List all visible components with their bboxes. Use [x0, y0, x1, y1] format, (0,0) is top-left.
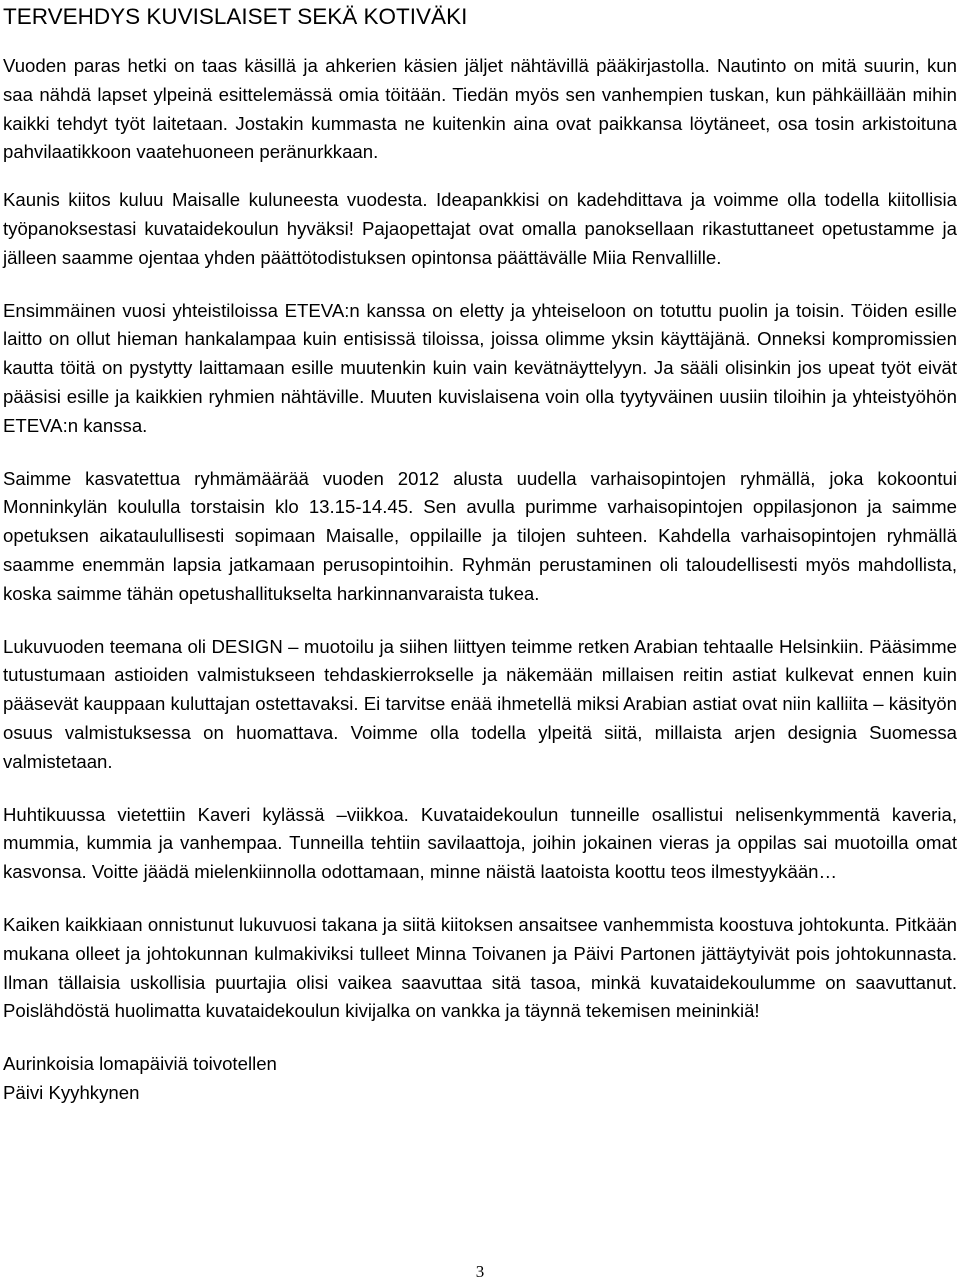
paragraph-eteva: Ensimmäinen vuosi yhteistiloissa ETEVA:n kanssa on eletty ja yhteiseloon on totuttu puolin ja toisin. Töiden esille laitto on ollut hieman hankalampaa kuin entisissä tiloissa, joissa olimme yksin käyttäjänä. Onneksi kompromissien kautta töitä on pystytty laittamaan esille muutenkin kuin vain kevätnäyttelyyn. Ja sääli olisinkin jos upeat työt eivät pääsisi esille ja kaikkien ryhmien nähtäville. Muuten kuvislaisena voin olla tyytyväinen uusiin tiloihin ja yhteistyöhön ETEVA:n kanssa.: [3, 299, 957, 436]
signature-name: Päivi Kyyhkynen: [3, 1081, 140, 1103]
paragraph-friend-week: Huhtikuussa vietettiin Kaveri kylässä –viikkoa. Kuvataidekoulun tunneille osallistui nelisenkymmentä kaveria, mummia, kummia ja vanhempaa. Tunneilla tehtiin savilaattoja, joihin jokainen vieras ja oppilas sai muotoilla omat kasvonsa. Voitte jäädä mielenkiinnolla odottamaan, minne näistä laatoista koottu teos ilmestyykään…: [3, 803, 957, 883]
paragraph-design-theme: Lukuvuoden teemana oli DESIGN – muotoilu ja siihen liittyen teimme retken Arabian tehtaalle Helsinkiin. Pääsimme tutustumaan astioiden valmistukseen tehdaskierrokselle ja näkemään millaisen reitin astiat kulkevat ennen kuin pääsevät kauppaan kuluttajan ostettavaksi. Ei tarvitse enää ihmetellä miksi Arabian astiat ovat niin kalliita – käsityön osuus valmistuksessa on huomattava. Voimme olla todella ylpeitä siitä, millaista arjen designia Suomessa valmistetaan.: [3, 635, 957, 772]
signature-block: [3, 1050, 957, 1108]
paragraph-thanks-maisa: Kaunis kiitos kuluu Maisalle kuluneesta vuodesta. Ideapankkisi on kadehdittava ja voimme olla todella kiitollisia työpanoksestasi kuvataidekoulun hyväksi! Pajaopettajat ovat omalla panoksellaan rikastuttaneet opetustamme ja jälleen saamme ojentaa yhden päättötodistuksen opintonsa päättävälle Miia Renvallille.: [3, 189, 957, 268]
paragraph-intro: Vuoden paras hetki on taas käsillä ja ahkerien käsien jäljet nähtävillä pääkirjastolla. Nautinto on mitä suurin, kun saa nähdä lapset ylpeinä esittelemässä omia töitään. Tiedän myös sen vanhempien tuskan, kun pähkäillään mihin kaikki tehdyt työt laitetaan. Jostakin kummasta ne kuitenkin aina ovat paikkansa löytäneet, osa tosin arkistoituna pahvilaatikkoon vaatehuoneen peränurkkaan.: [3, 55, 957, 163]
document-title: TERVEHDYS KUVISLAISET SEKÄ KOTIVÄKI: [3, 4, 468, 29]
page-number: 3: [475, 1262, 485, 1281]
paragraph-board-thanks: Kaiken kaikkiaan onnistunut lukuvuosi takana ja siitä kiitoksen ansaitsee vanhemmista koostuva johtokunta. Pitkään mukana olleet ja johtokunnan kulmakiviksi tulleet Minna Toivanen ja Päivi Partonen jättäytyivät pois johtokunnasta. Ilman tällaisia uskollisia puurtajia olisi vaikea saavuttaa sitä tasoa, minkä kuvataidekoulumme on saavuttanut. Poislähdöstä huolimatta kuvataidekoulun kivijalka on vankka ja täynnä tekemisen meininkiä!: [3, 913, 957, 1022]
closing-greeting: Aurinkoisia lomapäiviä toivotellen: [3, 1053, 277, 1075]
paragraph-new-group: Saimme kasvatettua ryhmämäärää vuoden 2012 alusta uudella varhaisopintojen ryhmällä, joka kokoontui Monninkylän koululla torstaisin klo 13.15-14.45. Sen avulla purimme varhaisopintojen oppilasjonon ja saimme opetuksen aikataulullisesti sopimaan Maisalle, oppilaille ja tilojen suhteen. Kahdella varhaisopintojen ryhmällä saamme enemmän lapsia jatkamaan perusopintoihin. Ryhmän perustaminen oli taloudellisesti myös mahdollista, koska saimme tähän opetushallitukselta harkinnanvaraista tukea.: [3, 467, 957, 604]
document-page: [3, 0, 957, 1108]
